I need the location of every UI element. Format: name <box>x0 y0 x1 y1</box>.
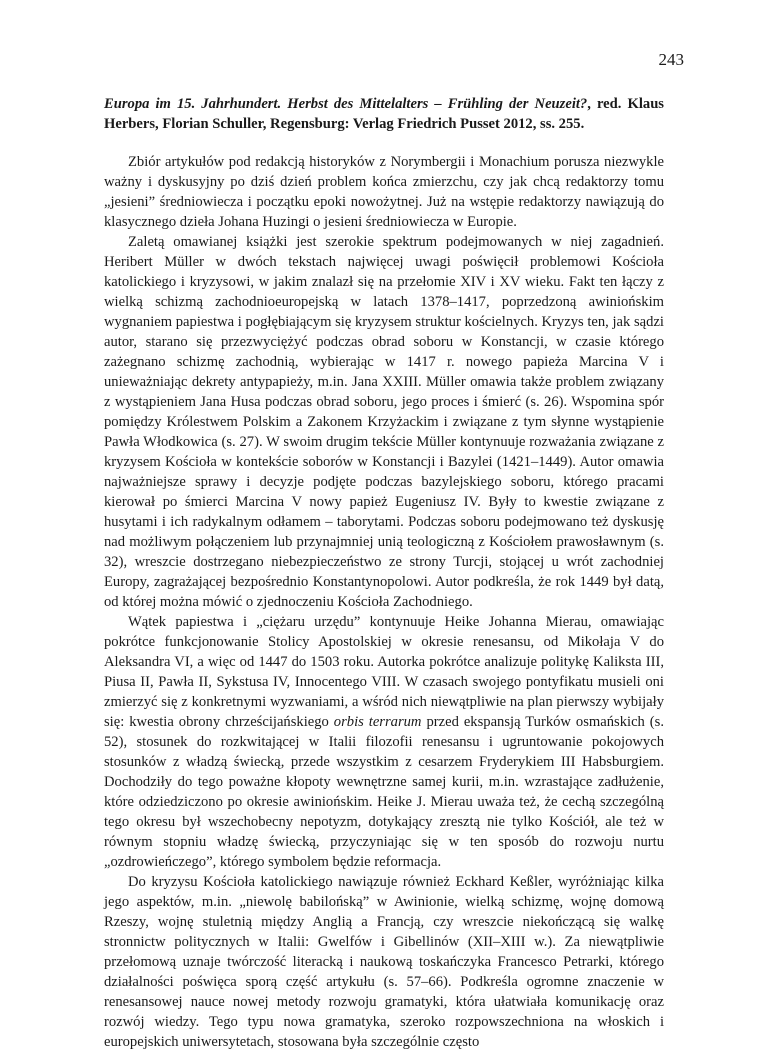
paragraph-4: Do kryzysu Kościoła katolickiego nawiązuje również Eckhard Keßler, wyróżniając kilka jego aspektów, m.in. „niewolę babilońską” w Awinionie, wielką schizmę, wojnę domową Rzeszy, wojnę stuletnią między Anglią a Francją, czy wreszcie niekończącą się walkę stronnictw politycznych w Italii: Gwelfów i Gibellinów (XII–XIII w.). Za niewątpliwie przełomową uznaje twórczość literacką i naukową toskańczyka Francesco Petrarki, którego działalności poświęca sporą część artykułu (s. 57–66). Podkreśla ogromne znaczenie w renesansowej nauce nowej metody rozwoju gramatyki, która ułatwiała komunikację oraz rozwój wiedzy. Tego typu nowa gramatyka, szeroko rozpowszechniona na włoskich i europejskich uniwersytetach, stosowana była szczególnie często <box>104 874 664 1050</box>
review-body <box>104 152 664 1052</box>
page-number: 243 <box>658 50 684 69</box>
paragraph-2: Zaletą omawianej książki jest szerokie spektrum podejmowanych w niej zagadnień. Heribert Müller w dwóch tekstach najwięcej uwagi poświęcił problemowi Kościoła katolickiego i kryzysowi, w jakim znalazł się na przełomie XIV i XV wieku. Fakt ten łączy z wielką schizmą zachodnioeuropejską w latach 1378–1417, poprzedzoną awiniońskim wygnaniem papiestwa i pogłębiającym się kryzysem struktur kościelnych. Kryzys ten, jak sądzi autor, starano się przezwyciężyć podczas obrad soboru w Konstancji, w czasie którego zażegnano schizmę zachodnią, wybierając w 1417 r. nowego papieża Marcina V i unieważniając dekrety antypapieży, m.in. Jana XXIII. Müller omawia także problem związany z wystąpieniem Jana Husa podczas obrad soboru, jego proces i śmierć (s. 26). Wspomina spór pomiędzy Królestwem Polskim a Zakonem Krzyżackim i związane z tym słynne wystąpienie Pawła Włodkowica (s. 27). W swoim drugim tekście Müller kontynuuje rozważania związane z kryzysem Kościoła w kontekście soborów w Konstancji i Bazylei (1421–1449). Autor omawia najważniejsze sprawy i decyzje podjęte podczas bazylejskiego soboru, którego pracami kierował po śmierci Marcina V nowy papież Eugeniusz IV. Były to kwestie związane z husytami i ich radykalnym odłamem – taborytami. Podczas soboru podejmowano też dyskusję nad możliwym połączeniem lub przynajmniej unią teologiczną z Kościołem prawosławnym (s. 32), wreszcie dostrzegano niebezpieczeństwo ze strony Turcji, stojącej u wrót zachodniej Europy, zagrażającej bezpośrednio Konstantynopolowi. Autor podkreśla, że rok 1449 był datą, od której można mówić o zjednoczeniu Kościoła Zachodniego. <box>104 234 664 610</box>
paragraph-3-text-a: Wątek papiestwa i „ciężaru urzędu” kontynuuje Heike Johanna Mierau, omawiając pokrótce funkcjonowanie Stolicy Apostolskiej w okresie renesansu, od Mikołaja V do Aleksandra VI, a więc od 1447 do 1503 roku. Autorka pokrótce analizuje politykę Kaliksta III, Piusa II, Pawła II, Sykstusa IV, Innocentego VIII. W czasach swojego pontyfikatu musieli oni zmierzyć się z konkretnymi wyzwaniami, a wśród nich niewątpliwie na plan pierwszy wybijały się: kwestia obrony chrześcijańskiego <box>104 614 664 730</box>
publication-details: , red. Klaus Herbers, Florian Schuller, Regensburg: Verlag Friedrich Pusset 2012, ss. 255. <box>104 96 664 132</box>
paragraph-1: Zbiór artykułów pod redakcją historyków z Norymbergii i Monachium porusza niezwykle ważny i dyskusyjny po dziś dzień problem końca zmierzchu, czy jak chcą redaktorzy tomu „jesieni” średniowiecza i początku epoki nowożytnej. Już na wstępie redaktorzy nawiązują do klasycznego dzieła Johana Huzingi o jesieni średniowiecza w Europie. <box>104 154 664 230</box>
book-title: Europa im 15. Jahrhundert. Herbst des Mittelalters – Frühling der Neuzeit? <box>104 96 588 112</box>
review-heading <box>104 94 664 134</box>
paragraph-3 <box>104 612 664 872</box>
latin-term: orbis terrarum <box>333 714 422 730</box>
paragraph-3-text-b: przed ekspansją Turków osmańskich (s. 52), stosunek do rozkwitającej w Italii filozofii renesansu i ugruntowanie pokojowych stosunków z władzą świecką, przede wszystkim z cesarzem Fryderykiem III Habsburgiem. Dochodziły do tego poważne kłopoty wewnętrzne samej kurii, m.in. wzrastające zadłużenie, które odziedziczono po okresie awiniońskim. Heike J. Mierau uważa też, że cechą szczególną tego okresu był wszechobecny nepotyzm, dotykający zresztą nie tylko Kościół, ale też w równym stopniu władzę świecką, przyczyniając się w ten sposób do rozwoju nurtu „ozdrowieńczego”, którego symbolem będzie reformacja. <box>104 714 664 870</box>
